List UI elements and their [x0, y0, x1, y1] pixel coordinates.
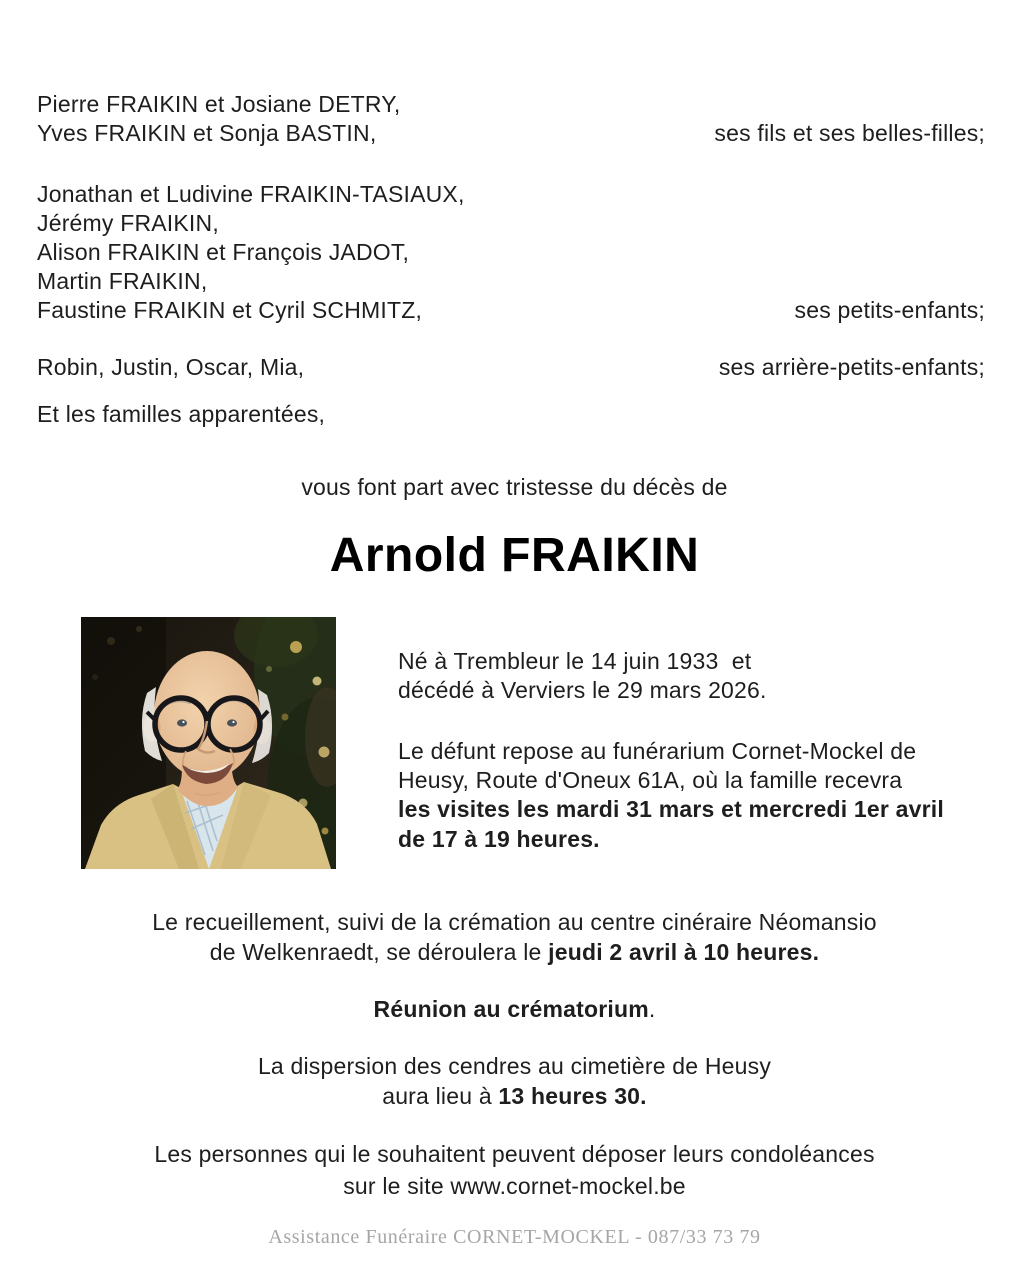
dispersion-line-2: [0, 1082, 1029, 1111]
portrait-photo: [81, 617, 336, 869]
cremation-line-2: [0, 938, 1029, 967]
relation-great-grandchildren-label: ses arrière-petits-enfants;: [718, 354, 985, 380]
dispersion-line-1: La dispersion des cendres au cimetière de Heusy: [257, 1053, 772, 1079]
birth-line: Né à Trembleur le 14 juin 1933 et: [398, 648, 752, 674]
relation-grandchildren-label: ses petits-enfants;: [794, 297, 985, 323]
family-son-row: [37, 119, 985, 148]
dispersion-line-2-regular: aura lieu à: [382, 1083, 499, 1109]
condolences-line-1: Les personnes qui le souhaitent peuvent déposer leurs condoléances: [154, 1141, 875, 1167]
family-grandchild-line-3: Alison FRAIKIN et François JADOT,: [37, 239, 410, 265]
cremation-line-1: Le recueillement, suivi de la crémation au centre cinéraire Néomansio: [152, 909, 877, 935]
reunion-line: [0, 995, 1029, 1024]
repose-line-1: Le défunt repose au funérarium Cornet-Mockel de: [398, 738, 917, 764]
family-grandchild-line-5: Faustine FRAIKIN et Cyril SCHMITZ,: [37, 297, 423, 323]
reunion-suffix: .: [648, 996, 656, 1022]
death-line: décédé à Verviers le 29 mars 2026.: [398, 677, 767, 703]
family-grandchild-line-1: Jonathan et Ludivine FRAIKIN-TASIAUX,: [37, 181, 465, 207]
relation-sons-label: ses fils et ses belles-filles;: [714, 120, 985, 146]
portrait-photo-graphic: [81, 617, 336, 869]
family-closing-line: Et les familles apparentées,: [37, 401, 326, 427]
dispersion-line-2-bold: 13 heures 30.: [498, 1083, 647, 1109]
family-son-line-1: Pierre FRAIKIN et Josiane DETRY,: [37, 91, 401, 117]
visits-line-1: les visites les mardi 31 mars et mercredi 1er avril: [398, 796, 944, 822]
visits-line-2: de 17 à 19 heures.: [398, 826, 600, 852]
condolences-line-2: sur le site www.cornet-mockel.be: [343, 1173, 686, 1199]
funeral-home-footer: Assistance Funéraire CORNET-MOCKEL - 087/33 73 79: [268, 1226, 761, 1248]
family-son-line-2: Yves FRAIKIN et Sonja BASTIN,: [37, 120, 377, 146]
repose-line-2: Heusy, Route d'Oneux 61A, où la famille recevra: [398, 767, 903, 793]
reunion-bold: Réunion au crématorium: [373, 996, 649, 1022]
family-grandchild-row: [37, 296, 985, 325]
deceased-name-title: Arnold FRAIKIN: [329, 529, 700, 582]
family-grandchild-line-4: Martin FRAIKIN,: [37, 268, 208, 294]
announcement-intro: vous font part avec tristesse du décès de: [301, 474, 728, 500]
cremation-line-2-regular: de Welkenraedt, se déroulera le: [209, 939, 549, 965]
family-great-grandchild-row: [37, 353, 985, 382]
family-great-grandchild-line-1: Robin, Justin, Oscar, Mia,: [37, 354, 305, 380]
cremation-line-2-bold: jeudi 2 avril à 10 heures.: [548, 939, 820, 965]
family-grandchild-line-2: Jérémy FRAIKIN,: [37, 210, 219, 236]
